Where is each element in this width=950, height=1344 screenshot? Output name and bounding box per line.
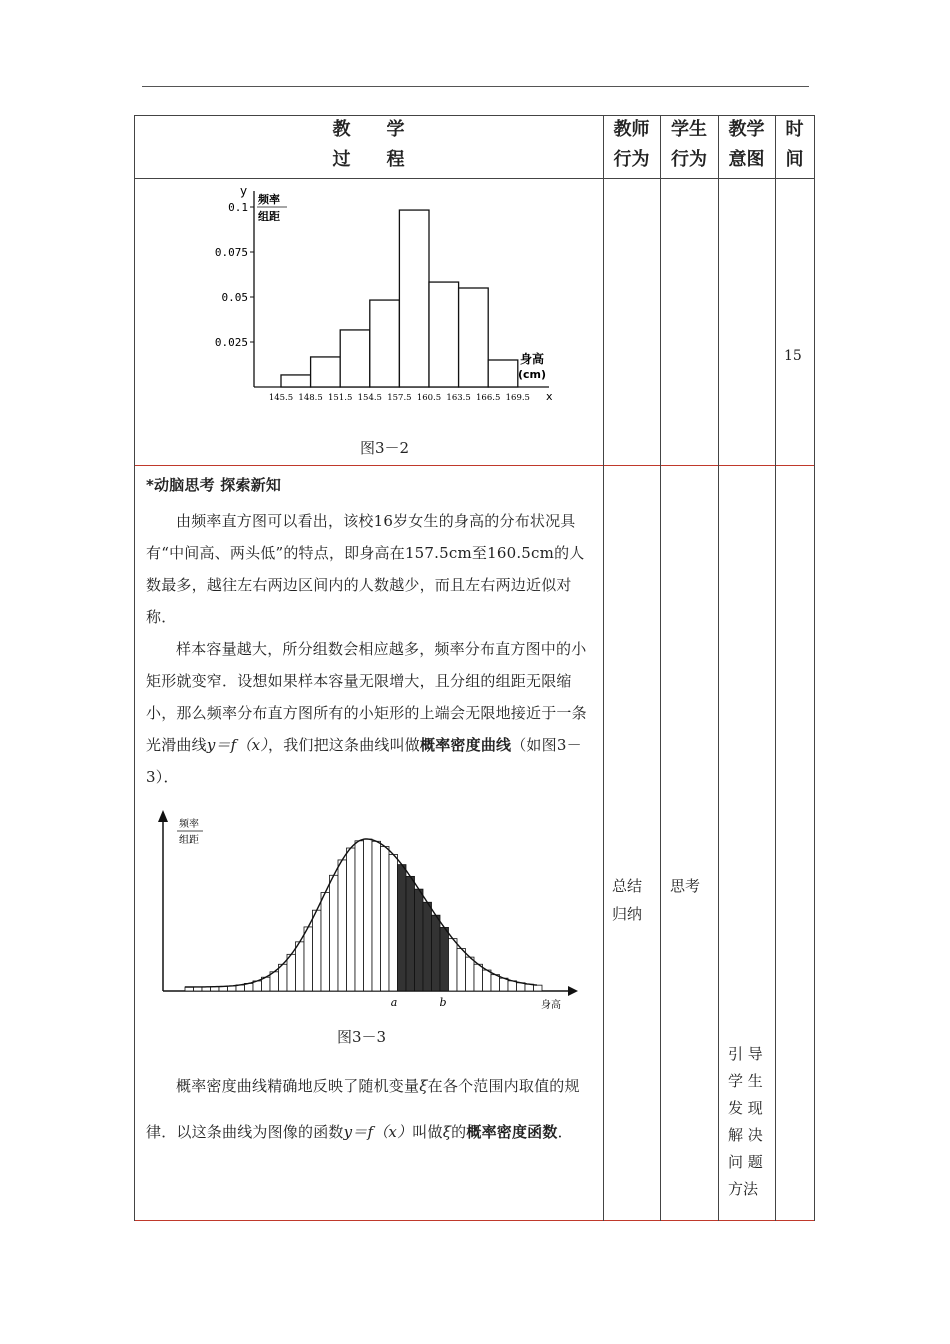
density-curve-figure <box>158 798 598 1013</box>
density-bar <box>389 854 398 991</box>
paragraph-3-end: ． <box>557 1123 573 1141</box>
time-value: 15 <box>784 348 802 364</box>
paragraph-3-part-b: 在各个范围内取值的规律．以这条曲线为图像的函数 <box>146 1077 580 1141</box>
header-time-line1: 时 <box>785 119 804 140</box>
col-border-left <box>134 115 135 1221</box>
y-tick-label: 0.1 <box>228 201 248 214</box>
x-label-bottom: (cm) <box>518 368 547 381</box>
xi-symbol: ξ <box>442 1123 452 1141</box>
paragraph-2-part-a: 样本容量越大，所分组数会相应越多，频率分布直方图中的小矩形就变窄．设想如果样本容量无限增大，且分组的组距无限缩小，那么频率分布直方图所有的小矩形的上端会无限地接近于一条光滑曲线 <box>146 640 587 754</box>
paragraph-3-part-c: 叫做 <box>412 1123 443 1141</box>
y-tick-label: 0.05 <box>221 291 248 304</box>
student-behavior: 思考 <box>670 877 701 895</box>
histogram-bar <box>370 300 400 387</box>
header-time-line2: 间 <box>785 149 804 170</box>
header-student-line2: 行为 <box>671 149 707 170</box>
label-b: b <box>439 996 447 1009</box>
density-bar <box>440 927 449 991</box>
paragraph-3-part-d: 的 <box>451 1123 467 1141</box>
y-axis-arrow <box>158 810 168 822</box>
y-tick-label: 0.025 <box>214 336 248 349</box>
y-label-top: 频率 <box>179 819 199 830</box>
teacher-behavior-line2: 归纳 <box>612 905 643 923</box>
xi-symbol: ξ <box>419 1077 428 1095</box>
density-bar <box>466 957 475 991</box>
header-process-line1: 教 学 <box>332 119 405 140</box>
col-border-student <box>660 115 661 1221</box>
x-tick-label: 160.5 <box>416 393 442 403</box>
density-bar <box>372 841 381 991</box>
density-bar <box>287 954 296 991</box>
density-bar <box>508 981 517 991</box>
header-teacher-line1: 教师 <box>613 119 650 140</box>
density-bar <box>296 942 305 991</box>
header-intent-line2: 意图 <box>728 149 765 170</box>
teaching-intent <box>728 1041 763 1203</box>
col-border-time <box>775 115 776 1221</box>
row1-bottom-border <box>134 465 815 466</box>
density-bar <box>347 848 356 991</box>
teaching-intent-line5: 问 题 <box>728 1153 763 1171</box>
histogram-bar <box>429 282 459 387</box>
density-bar <box>457 949 466 991</box>
header-intent-line1: 教学 <box>728 119 765 140</box>
teaching-intent-line1: 引 导 <box>728 1045 763 1063</box>
density-bar <box>491 975 500 991</box>
density-bar <box>364 839 373 991</box>
density-bar <box>321 893 330 991</box>
density-bar <box>381 847 390 991</box>
density-bar <box>517 983 526 991</box>
term-probability-density-function: 概率密度函数 <box>466 1123 558 1141</box>
x-tick-label: 151.5 <box>328 393 353 403</box>
paragraph-3-part-a: 概率密度曲线精确地反映了随机变量 <box>176 1077 420 1095</box>
x-axis-label: 身高 <box>541 1000 561 1011</box>
density-bar <box>398 865 407 991</box>
teaching-intent-line4: 解 决 <box>728 1126 763 1144</box>
col-border-intent <box>718 115 719 1221</box>
density-bar <box>279 964 288 991</box>
histogram-bar <box>311 357 341 387</box>
teaching-intent-line2: 学 生 <box>728 1072 763 1090</box>
histogram-bar <box>488 360 518 387</box>
x-tick-label: 163.5 <box>446 393 471 403</box>
density-bar <box>304 927 313 991</box>
header-process-line2: 过 程 <box>332 149 405 170</box>
section-heading-text: *动脑思考 探索新知 <box>146 476 282 494</box>
header-time <box>775 115 814 175</box>
x-tick-label: 169.5 <box>505 393 530 403</box>
histogram-figure <box>194 181 564 411</box>
density-bar <box>483 970 492 991</box>
density-bar <box>534 985 543 991</box>
section-heading <box>146 471 596 499</box>
col-border-right <box>814 115 815 1221</box>
figure-3-2-caption: 图3－2 <box>360 439 410 457</box>
header-bottom-border <box>134 178 815 179</box>
teaching-intent-line3: 发 现 <box>728 1099 763 1117</box>
header-student-line1: 学生 <box>671 119 707 140</box>
density-bar <box>474 964 483 991</box>
paragraph-2-part-c: （如图3－3）． <box>146 736 582 786</box>
y-tick-label: 0.075 <box>214 246 248 259</box>
header-intent <box>718 115 775 175</box>
density-bar <box>432 915 441 991</box>
teacher-behavior <box>612 872 642 928</box>
density-bar <box>449 939 458 991</box>
page-top-rule <box>142 86 809 87</box>
header-teacher-line2: 行为 <box>613 149 650 170</box>
header-process <box>134 115 603 175</box>
y-label-bottom: 组距 <box>258 210 280 223</box>
paragraph-3 <box>146 1063 596 1155</box>
label-a: a <box>390 996 398 1009</box>
x-tick-label: 145.5 <box>268 393 294 403</box>
lesson-table <box>134 115 815 1221</box>
teacher-behavior-line1: 总结 <box>612 877 643 895</box>
term-probability-density-curve: 概率密度曲线 <box>420 736 512 754</box>
paragraph-2-function: y＝f（x） <box>206 736 268 754</box>
histogram-bar <box>281 375 311 387</box>
density-bar <box>423 902 432 991</box>
density-bar <box>500 978 509 991</box>
x-axis-arrow <box>568 986 578 996</box>
density-bar <box>338 860 347 991</box>
y-label-top: 频率 <box>258 193 280 206</box>
paragraph-2-part-b: ，我们把这条曲线叫做 <box>268 736 421 754</box>
x-axis-letter: x <box>546 390 553 403</box>
header-student <box>660 115 718 175</box>
x-tick-label: 166.5 <box>476 393 501 403</box>
teaching-intent-line6: 方法 <box>728 1180 759 1198</box>
density-bar <box>415 889 424 991</box>
x-tick-label: 154.5 <box>357 393 382 403</box>
figure-3-3-caption: 图3－3 <box>337 1028 387 1046</box>
density-bar <box>330 875 339 991</box>
histogram-bar <box>399 210 429 387</box>
paragraph-2 <box>146 633 596 793</box>
paragraph-1: 由频率直方图可以看出，该校16岁女生的身高的分布状况具有“中间高、两头低”的特点，即身高在157.5cm至160.5cm的人数最多，越往左右两边区间内的人数越少，而且左右两边近似对称． <box>146 512 585 626</box>
col-border-teacher <box>603 115 604 1221</box>
histogram-bar <box>459 288 489 387</box>
histogram-bar <box>340 330 370 387</box>
x-label-top: 身高 <box>520 352 545 366</box>
x-tick-label: 157.5 <box>387 393 412 403</box>
header-teacher <box>603 115 660 175</box>
x-tick-label: 148.5 <box>298 393 323 403</box>
y-axis-letter: y <box>240 184 248 198</box>
paragraph-3-function: y＝f（x） <box>343 1123 413 1141</box>
density-bar <box>355 841 364 991</box>
y-label-bottom: 组距 <box>179 835 199 846</box>
density-bar <box>313 910 322 991</box>
table-bottom-border <box>134 1220 815 1221</box>
density-bar <box>406 876 415 991</box>
